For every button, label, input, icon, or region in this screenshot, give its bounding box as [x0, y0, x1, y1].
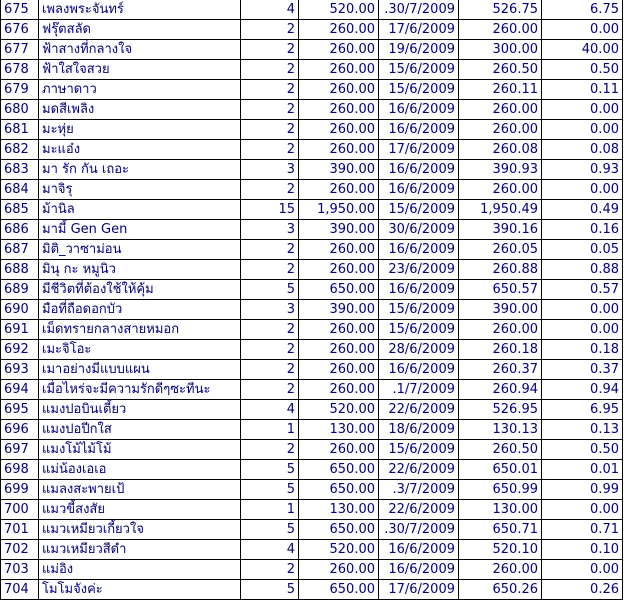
date-cell[interactable]: 17/6/2009 — [379, 20, 459, 40]
paid-amount-cell[interactable]: 260.50 — [459, 440, 542, 460]
table-row — [1, 100, 623, 120]
date-cell[interactable]: 16/6/2009 — [379, 180, 459, 200]
paid-amount-cell[interactable]: 260.18 — [459, 340, 542, 360]
price-cell[interactable]: 260.00 — [299, 40, 379, 60]
name-cell[interactable]: แมงปอปีกใส — [39, 420, 241, 440]
name-cell[interactable]: ฟ้าใสใจสวย — [39, 60, 241, 80]
quantity-cell[interactable]: 5 — [241, 520, 299, 540]
table-row — [1, 440, 623, 460]
row-number-cell[interactable]: 676 — [1, 20, 39, 40]
paid-amount-cell[interactable]: 650.01 — [459, 460, 542, 480]
row-number-cell[interactable]: 688 — [1, 260, 39, 280]
paid-amount-cell[interactable]: 130.13 — [459, 420, 542, 440]
difference-cell[interactable]: 0.71 — [542, 520, 623, 540]
price-cell[interactable]: 260.00 — [299, 360, 379, 380]
row-number-cell[interactable]: 689 — [1, 280, 39, 300]
date-cell[interactable]: 22/6/2009 — [379, 400, 459, 420]
paid-amount-cell[interactable]: 260.00 — [459, 20, 542, 40]
paid-amount-cell[interactable]: 390.00 — [459, 300, 542, 320]
name-cell[interactable]: แมวขี้สงสัย — [39, 500, 241, 520]
name-cell[interactable]: มามี้ Gen Gen — [39, 220, 241, 240]
difference-cell[interactable]: 0.93 — [542, 160, 623, 180]
table-row — [1, 160, 623, 180]
quantity-cell[interactable]: 5 — [241, 280, 299, 300]
row-number-cell[interactable]: 677 — [1, 40, 39, 60]
quantity-cell[interactable]: 2 — [241, 320, 299, 340]
price-cell[interactable]: 520.00 — [299, 540, 379, 560]
table-row — [1, 580, 623, 600]
difference-cell[interactable]: 0.00 — [542, 120, 623, 140]
name-cell[interactable]: ภาษาดาว — [39, 80, 241, 100]
price-cell[interactable]: 260.00 — [299, 20, 379, 40]
paid-amount-cell[interactable]: 260.37 — [459, 360, 542, 380]
quantity-cell[interactable]: 4 — [241, 540, 299, 560]
paid-amount-cell[interactable]: 526.95 — [459, 400, 542, 420]
price-cell[interactable]: 260.00 — [299, 60, 379, 80]
date-cell[interactable]: 18/6/2009 — [379, 420, 459, 440]
difference-cell[interactable]: 0.00 — [542, 180, 623, 200]
price-cell[interactable]: 390.00 — [299, 220, 379, 240]
name-cell[interactable]: มดสีเพลิง — [39, 100, 241, 120]
row-number-cell[interactable]: 690 — [1, 300, 39, 320]
date-cell[interactable]: .3/7/2009 — [379, 480, 459, 500]
paid-amount-cell[interactable]: 260.00 — [459, 560, 542, 580]
name-cell[interactable]: เม็ดทรายกลางสายหมอก — [39, 320, 241, 340]
date-cell[interactable]: 30/6/2009 — [379, 220, 459, 240]
name-cell[interactable]: แมวเหมียวเกี้ยวใจ — [39, 520, 241, 540]
price-cell[interactable]: 260.00 — [299, 440, 379, 460]
paid-amount-cell[interactable]: 260.94 — [459, 380, 542, 400]
paid-amount-cell[interactable]: 260.88 — [459, 260, 542, 280]
row-number-cell[interactable]: 687 — [1, 240, 39, 260]
row-number-cell[interactable]: 703 — [1, 560, 39, 580]
quantity-cell[interactable]: 1 — [241, 500, 299, 520]
difference-cell[interactable]: 0.00 — [542, 320, 623, 340]
table-row — [1, 220, 623, 240]
row-number-cell[interactable]: 701 — [1, 520, 39, 540]
table-row — [1, 120, 623, 140]
table-row — [1, 20, 623, 40]
price-cell[interactable]: 650.00 — [299, 460, 379, 480]
paid-amount-cell[interactable]: 260.08 — [459, 140, 542, 160]
quantity-cell[interactable]: 2 — [241, 80, 299, 100]
quantity-cell[interactable]: 4 — [241, 0, 299, 20]
row-number-cell[interactable]: 702 — [1, 540, 39, 560]
difference-cell[interactable]: 0.00 — [542, 300, 623, 320]
price-cell[interactable]: 260.00 — [299, 80, 379, 100]
row-number-cell[interactable]: 681 — [1, 120, 39, 140]
row-number-cell[interactable]: 700 — [1, 500, 39, 520]
quantity-cell[interactable]: 3 — [241, 220, 299, 240]
price-cell[interactable]: 390.00 — [299, 160, 379, 180]
difference-cell[interactable]: 0.57 — [542, 280, 623, 300]
table-row — [1, 320, 623, 340]
paid-amount-cell[interactable]: 260.00 — [459, 180, 542, 200]
date-cell[interactable]: 28/6/2009 — [379, 340, 459, 360]
row-number-cell[interactable]: 693 — [1, 360, 39, 380]
row-number-cell[interactable]: 685 — [1, 200, 39, 220]
table-row — [1, 340, 623, 360]
difference-cell[interactable]: 0.13 — [542, 420, 623, 440]
date-cell[interactable]: 23/6/2009 — [379, 260, 459, 280]
date-cell[interactable]: 15/6/2009 — [379, 440, 459, 460]
name-cell[interactable]: มา รัก กัน เถอะ — [39, 160, 241, 180]
quantity-cell[interactable]: 4 — [241, 400, 299, 420]
date-cell[interactable]: 16/6/2009 — [379, 120, 459, 140]
price-cell[interactable]: 650.00 — [299, 480, 379, 500]
difference-cell[interactable]: 0.10 — [542, 540, 623, 560]
quantity-cell[interactable]: 2 — [241, 100, 299, 120]
name-cell[interactable]: มือที่ถือดอกบัว — [39, 300, 241, 320]
name-cell[interactable]: มาจิรุ — [39, 180, 241, 200]
price-cell[interactable]: 260.00 — [299, 140, 379, 160]
row-number-cell[interactable]: 684 — [1, 180, 39, 200]
difference-cell[interactable]: 40.00 — [542, 40, 623, 60]
quantity-cell[interactable]: 1 — [241, 420, 299, 440]
name-cell[interactable]: มีชีวิตที่ต้องใช้ให้คุ้ม — [39, 280, 241, 300]
table-row — [1, 200, 623, 220]
table-row — [1, 540, 623, 560]
name-cell[interactable]: ฟ้าสางที่กลางใจ — [39, 40, 241, 60]
paid-amount-cell[interactable]: 300.00 — [459, 40, 542, 60]
quantity-cell[interactable]: 2 — [241, 240, 299, 260]
difference-cell[interactable]: 0.00 — [542, 20, 623, 40]
quantity-cell[interactable]: 2 — [241, 60, 299, 80]
row-number-cell[interactable]: 678 — [1, 60, 39, 80]
price-cell[interactable]: 1,950.00 — [299, 200, 379, 220]
name-cell[interactable]: แม่น้องเอเอ — [39, 460, 241, 480]
difference-cell[interactable]: 0.08 — [542, 140, 623, 160]
price-cell[interactable]: 260.00 — [299, 180, 379, 200]
paid-amount-cell[interactable]: 1,950.49 — [459, 200, 542, 220]
paid-amount-cell[interactable]: 520.10 — [459, 540, 542, 560]
price-cell[interactable]: 260.00 — [299, 560, 379, 580]
name-cell[interactable]: เมื่อไหร่จะมีความรักดีๆซะทีนะ — [39, 380, 241, 400]
date-cell[interactable]: 16/6/2009 — [379, 360, 459, 380]
table-row — [1, 140, 623, 160]
quantity-cell[interactable]: 5 — [241, 460, 299, 480]
date-cell[interactable]: 16/6/2009 — [379, 160, 459, 180]
row-number-cell[interactable]: 679 — [1, 80, 39, 100]
paid-amount-cell[interactable]: 260.00 — [459, 100, 542, 120]
table-row — [1, 260, 623, 280]
difference-cell[interactable]: 0.99 — [542, 480, 623, 500]
table-body — [1, 0, 623, 600]
name-cell[interactable]: มะหุ่ย — [39, 120, 241, 140]
quantity-cell[interactable]: 2 — [241, 360, 299, 380]
date-cell[interactable]: 17/6/2009 — [379, 140, 459, 160]
table-row — [1, 420, 623, 440]
difference-cell[interactable]: 0.88 — [542, 260, 623, 280]
table-row — [1, 240, 623, 260]
row-number-cell[interactable]: 697 — [1, 440, 39, 460]
paid-amount-cell[interactable]: 390.93 — [459, 160, 542, 180]
price-cell[interactable]: 390.00 — [299, 300, 379, 320]
table-row — [1, 360, 623, 380]
grid-right-border — [622, 0, 623, 577]
difference-cell[interactable]: 6.95 — [542, 400, 623, 420]
name-cell[interactable]: แมงโม้ไม้โม้ — [39, 440, 241, 460]
quantity-cell[interactable]: 2 — [241, 440, 299, 460]
name-cell[interactable]: แมวเหมียวสีดำ — [39, 540, 241, 560]
quantity-cell[interactable]: 2 — [241, 260, 299, 280]
paid-amount-cell[interactable]: 650.71 — [459, 520, 542, 540]
date-cell[interactable]: 15/6/2009 — [379, 80, 459, 100]
quantity-cell[interactable]: 3 — [241, 300, 299, 320]
difference-cell[interactable]: 0.05 — [542, 240, 623, 260]
table-row — [1, 40, 623, 60]
price-cell[interactable]: 260.00 — [299, 380, 379, 400]
name-cell[interactable]: มินุ กะ หมูนิว — [39, 260, 241, 280]
paid-amount-cell[interactable]: 260.05 — [459, 240, 542, 260]
price-cell[interactable]: 260.00 — [299, 100, 379, 120]
paid-amount-cell[interactable]: 650.26 — [459, 580, 542, 600]
table-row — [1, 560, 623, 580]
price-cell[interactable]: 260.00 — [299, 320, 379, 340]
name-cell[interactable]: แมงปอบินเตี้ยว — [39, 400, 241, 420]
name-cell[interactable]: ฟรุ๊ตสลัด — [39, 20, 241, 40]
row-number-cell[interactable]: 696 — [1, 420, 39, 440]
quantity-cell[interactable]: 2 — [241, 20, 299, 40]
date-cell[interactable]: 16/6/2009 — [379, 100, 459, 120]
name-cell[interactable]: เมะจิโอะ — [39, 340, 241, 360]
paid-amount-cell[interactable]: 650.99 — [459, 480, 542, 500]
date-cell[interactable]: 15/6/2009 — [379, 300, 459, 320]
date-cell[interactable]: 16/6/2009 — [379, 560, 459, 580]
table-row — [1, 380, 623, 400]
difference-cell[interactable]: 0.50 — [542, 440, 623, 460]
row-number-cell[interactable]: 686 — [1, 220, 39, 240]
difference-cell[interactable]: 0.18 — [542, 340, 623, 360]
quantity-cell[interactable]: 2 — [241, 560, 299, 580]
paid-amount-cell[interactable]: 260.00 — [459, 120, 542, 140]
row-number-cell[interactable]: 704 — [1, 580, 39, 600]
name-cell[interactable]: มิติ_วาซาม่อน — [39, 240, 241, 260]
date-cell[interactable]: 15/6/2009 — [379, 200, 459, 220]
quantity-cell[interactable]: 2 — [241, 140, 299, 160]
table-row — [1, 180, 623, 200]
table-row — [1, 80, 623, 100]
row-number-cell[interactable]: 691 — [1, 320, 39, 340]
price-cell[interactable]: 260.00 — [299, 340, 379, 360]
price-cell[interactable]: 650.00 — [299, 520, 379, 540]
name-cell[interactable]: เมาอย่างมีแบบแผน — [39, 360, 241, 380]
difference-cell[interactable]: 0.01 — [542, 460, 623, 480]
table-row — [1, 60, 623, 80]
difference-cell[interactable]: 0.11 — [542, 80, 623, 100]
name-cell[interactable]: ม้านิล — [39, 200, 241, 220]
name-cell[interactable]: มะแอ๋ง — [39, 140, 241, 160]
paid-amount-cell[interactable]: 260.50 — [459, 60, 542, 80]
paid-amount-cell[interactable]: 390.16 — [459, 220, 542, 240]
table-row — [1, 460, 623, 480]
paid-amount-cell[interactable]: 260.11 — [459, 80, 542, 100]
paid-amount-cell[interactable]: 260.00 — [459, 320, 542, 340]
paid-amount-cell[interactable]: 130.00 — [459, 500, 542, 520]
difference-cell[interactable]: 0.94 — [542, 380, 623, 400]
difference-cell[interactable]: 0.49 — [542, 200, 623, 220]
quantity-cell[interactable]: 2 — [241, 40, 299, 60]
name-cell[interactable]: แม่อิง — [39, 560, 241, 580]
table-row — [1, 0, 623, 20]
price-cell[interactable]: 130.00 — [299, 500, 379, 520]
table-row — [1, 480, 623, 500]
date-cell[interactable]: .30/7/2009 — [379, 520, 459, 540]
difference-cell[interactable]: 0.00 — [542, 500, 623, 520]
quantity-cell[interactable]: 5 — [241, 480, 299, 500]
row-number-cell[interactable]: 698 — [1, 460, 39, 480]
quantity-cell[interactable]: 5 — [241, 580, 299, 600]
name-cell[interactable]: แมลงสะพายเป้ — [39, 480, 241, 500]
row-number-cell[interactable]: 675 — [1, 0, 39, 20]
difference-cell[interactable]: 0.26 — [542, 580, 623, 600]
table-row — [1, 500, 623, 520]
difference-cell[interactable]: 0.37 — [542, 360, 623, 380]
difference-cell[interactable]: 6.75 — [542, 0, 623, 20]
name-cell[interactable]: โมโมจังค่ะ — [39, 580, 241, 600]
price-cell[interactable]: 520.00 — [299, 0, 379, 20]
price-cell[interactable]: 650.00 — [299, 280, 379, 300]
table-row — [1, 280, 623, 300]
price-cell[interactable]: 520.00 — [299, 400, 379, 420]
row-number-cell[interactable]: 680 — [1, 100, 39, 120]
date-cell[interactable]: .30/7/2009 — [379, 0, 459, 20]
price-cell[interactable]: 260.00 — [299, 120, 379, 140]
quantity-cell[interactable]: 2 — [241, 340, 299, 360]
difference-cell[interactable]: 0.00 — [542, 100, 623, 120]
difference-cell[interactable]: 0.16 — [542, 220, 623, 240]
difference-cell[interactable]: 0.00 — [542, 560, 623, 580]
row-number-cell[interactable]: 699 — [1, 480, 39, 500]
quantity-cell[interactable]: 2 — [241, 380, 299, 400]
date-cell[interactable]: 22/6/2009 — [379, 500, 459, 520]
difference-cell[interactable]: 0.50 — [542, 60, 623, 80]
date-cell[interactable]: 15/6/2009 — [379, 60, 459, 80]
row-number-cell[interactable]: 682 — [1, 140, 39, 160]
date-cell[interactable]: .1/7/2009 — [379, 380, 459, 400]
quantity-cell[interactable]: 2 — [241, 180, 299, 200]
date-cell[interactable]: 19/6/2009 — [379, 40, 459, 60]
table-row — [1, 300, 623, 320]
row-number-cell[interactable]: 695 — [1, 400, 39, 420]
paid-amount-cell[interactable]: 526.75 — [459, 0, 542, 20]
date-cell[interactable]: 15/6/2009 — [379, 320, 459, 340]
date-cell[interactable]: 16/6/2009 — [379, 240, 459, 260]
row-number-cell[interactable]: 692 — [1, 340, 39, 360]
quantity-cell[interactable]: 2 — [241, 120, 299, 140]
row-number-cell[interactable]: 683 — [1, 160, 39, 180]
date-cell[interactable]: 16/6/2009 — [379, 280, 459, 300]
paid-amount-cell[interactable]: 650.57 — [459, 280, 542, 300]
date-cell[interactable]: 16/6/2009 — [379, 540, 459, 560]
price-cell[interactable]: 130.00 — [299, 420, 379, 440]
price-cell[interactable]: 260.00 — [299, 260, 379, 280]
price-cell[interactable]: 650.00 — [299, 580, 379, 600]
quantity-cell[interactable]: 15 — [241, 200, 299, 220]
table-row — [1, 520, 623, 540]
name-cell[interactable]: เพลงพระจันทร์ — [39, 0, 241, 20]
quantity-cell[interactable]: 3 — [241, 160, 299, 180]
table-row — [1, 400, 623, 420]
date-cell[interactable]: 22/6/2009 — [379, 460, 459, 480]
price-cell[interactable]: 260.00 — [299, 240, 379, 260]
row-number-cell[interactable]: 694 — [1, 380, 39, 400]
date-cell[interactable]: 17/6/2009 — [379, 580, 459, 600]
